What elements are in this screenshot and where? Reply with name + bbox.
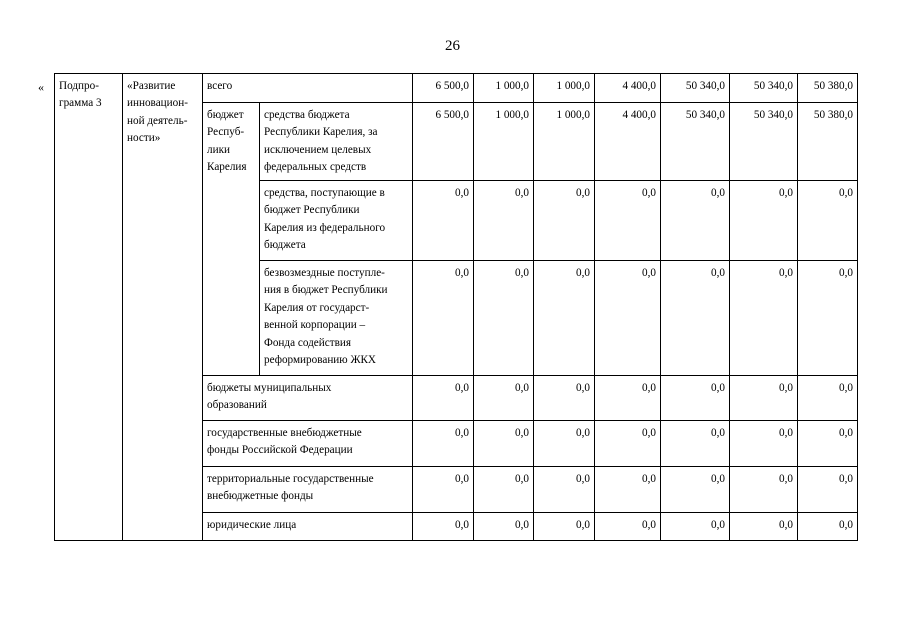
value-cell: 0,0 bbox=[798, 513, 858, 541]
value-cell: 0,0 bbox=[595, 261, 661, 376]
value-cell: 0,0 bbox=[595, 376, 661, 421]
value-cell: 0,0 bbox=[595, 467, 661, 513]
program-name: «Развитие инновацион- ной деятель- ности» bbox=[127, 80, 188, 145]
value-cell: 0,0 bbox=[474, 376, 534, 421]
row-label-housing-fund bbox=[260, 261, 413, 376]
value-cell: 1 000,0 bbox=[474, 74, 534, 103]
value-cell: 0,0 bbox=[413, 261, 474, 376]
program-status-cell bbox=[55, 74, 123, 541]
table-row-total bbox=[55, 74, 858, 103]
value-cell: 50 340,0 bbox=[661, 103, 730, 181]
funding-table bbox=[54, 73, 858, 541]
value-cell: 0,0 bbox=[730, 376, 798, 421]
value-cell: 0,0 bbox=[661, 181, 730, 261]
value-cell: 0,0 bbox=[474, 513, 534, 541]
value-cell: 0,0 bbox=[661, 513, 730, 541]
value-cell: 0,0 bbox=[534, 513, 595, 541]
value-cell: 6 500,0 bbox=[413, 74, 474, 103]
row-label-republic-funds bbox=[260, 103, 413, 181]
value-cell: 0,0 bbox=[595, 181, 661, 261]
value-cell: 0,0 bbox=[730, 261, 798, 376]
value-cell: 0,0 bbox=[413, 421, 474, 467]
value-cell: 50 380,0 bbox=[798, 74, 858, 103]
value-cell: 4 400,0 bbox=[595, 103, 661, 181]
value-cell: 0,0 bbox=[534, 181, 595, 261]
value-cell: 0,0 bbox=[661, 467, 730, 513]
row-label: средства бюджета Республики Карелия, за исключением целевых федеральных средств bbox=[264, 109, 378, 174]
value-cell: 0,0 bbox=[730, 467, 798, 513]
value-cell: 0,0 bbox=[595, 513, 661, 541]
group-label: бюджет Респуб- лики Карелия bbox=[207, 109, 247, 174]
value-cell: 0,0 bbox=[474, 181, 534, 261]
value-cell: 0,0 bbox=[798, 181, 858, 261]
row-label-territorial-extrabudgetary bbox=[203, 467, 413, 513]
opening-quote-mark: « bbox=[38, 80, 44, 94]
value-cell: 1 000,0 bbox=[474, 103, 534, 181]
row-label-municipal-budgets bbox=[203, 376, 413, 421]
value-cell: 0,0 bbox=[661, 421, 730, 467]
program-status: Подпро- грамма 3 bbox=[59, 80, 102, 110]
program-name-cell bbox=[123, 74, 203, 541]
row-label-federal-extrabudgetary bbox=[203, 421, 413, 467]
row-label: безвозмездные поступле- ния в бюджет Республики Карелия от государст- венной корпорации – Фонда содействия реформированию ЖКХ bbox=[264, 267, 388, 367]
row-label: территориальные государственные внебюджетные фонды bbox=[207, 473, 374, 503]
value-cell: 0,0 bbox=[730, 421, 798, 467]
value-cell: 0,0 bbox=[595, 421, 661, 467]
value-cell: 50 380,0 bbox=[798, 103, 858, 181]
value-cell: 0,0 bbox=[798, 467, 858, 513]
value-cell: 0,0 bbox=[661, 376, 730, 421]
value-cell: 0,0 bbox=[730, 181, 798, 261]
value-cell: 1 000,0 bbox=[534, 74, 595, 103]
row-label: средства, поступающие в бюджет Республики Карелия из федерального бюджета bbox=[264, 187, 386, 252]
value-cell: 1 000,0 bbox=[534, 103, 595, 181]
value-cell: 0,0 bbox=[534, 467, 595, 513]
row-label-federal-transfers bbox=[260, 181, 413, 261]
value-cell: 0,0 bbox=[798, 261, 858, 376]
row-label-legal-entities: юридические лица bbox=[203, 513, 413, 541]
value-cell: 0,0 bbox=[413, 467, 474, 513]
value-cell: 0,0 bbox=[534, 421, 595, 467]
row-label-total: всего bbox=[203, 74, 413, 103]
value-cell: 0,0 bbox=[798, 421, 858, 467]
row-label: государственные внебюджетные фонды Российской Федерации bbox=[207, 427, 362, 457]
value-cell: 0,0 bbox=[730, 513, 798, 541]
row-label: бюджеты муниципальных образований bbox=[207, 382, 332, 412]
group-label-republic-budget bbox=[203, 103, 260, 376]
value-cell: 0,0 bbox=[474, 261, 534, 376]
value-cell: 0,0 bbox=[474, 467, 534, 513]
value-cell: 50 340,0 bbox=[730, 103, 798, 181]
value-cell: 0,0 bbox=[534, 376, 595, 421]
value-cell: 0,0 bbox=[798, 376, 858, 421]
value-cell: 50 340,0 bbox=[661, 74, 730, 103]
value-cell: 0,0 bbox=[413, 513, 474, 541]
value-cell: 0,0 bbox=[534, 261, 595, 376]
page-number: 26 bbox=[445, 38, 460, 54]
value-cell: 50 340,0 bbox=[730, 74, 798, 103]
value-cell: 0,0 bbox=[413, 376, 474, 421]
value-cell: 0,0 bbox=[661, 261, 730, 376]
value-cell: 0,0 bbox=[474, 421, 534, 467]
value-cell: 0,0 bbox=[413, 181, 474, 261]
value-cell: 6 500,0 bbox=[413, 103, 474, 181]
value-cell: 4 400,0 bbox=[595, 74, 661, 103]
